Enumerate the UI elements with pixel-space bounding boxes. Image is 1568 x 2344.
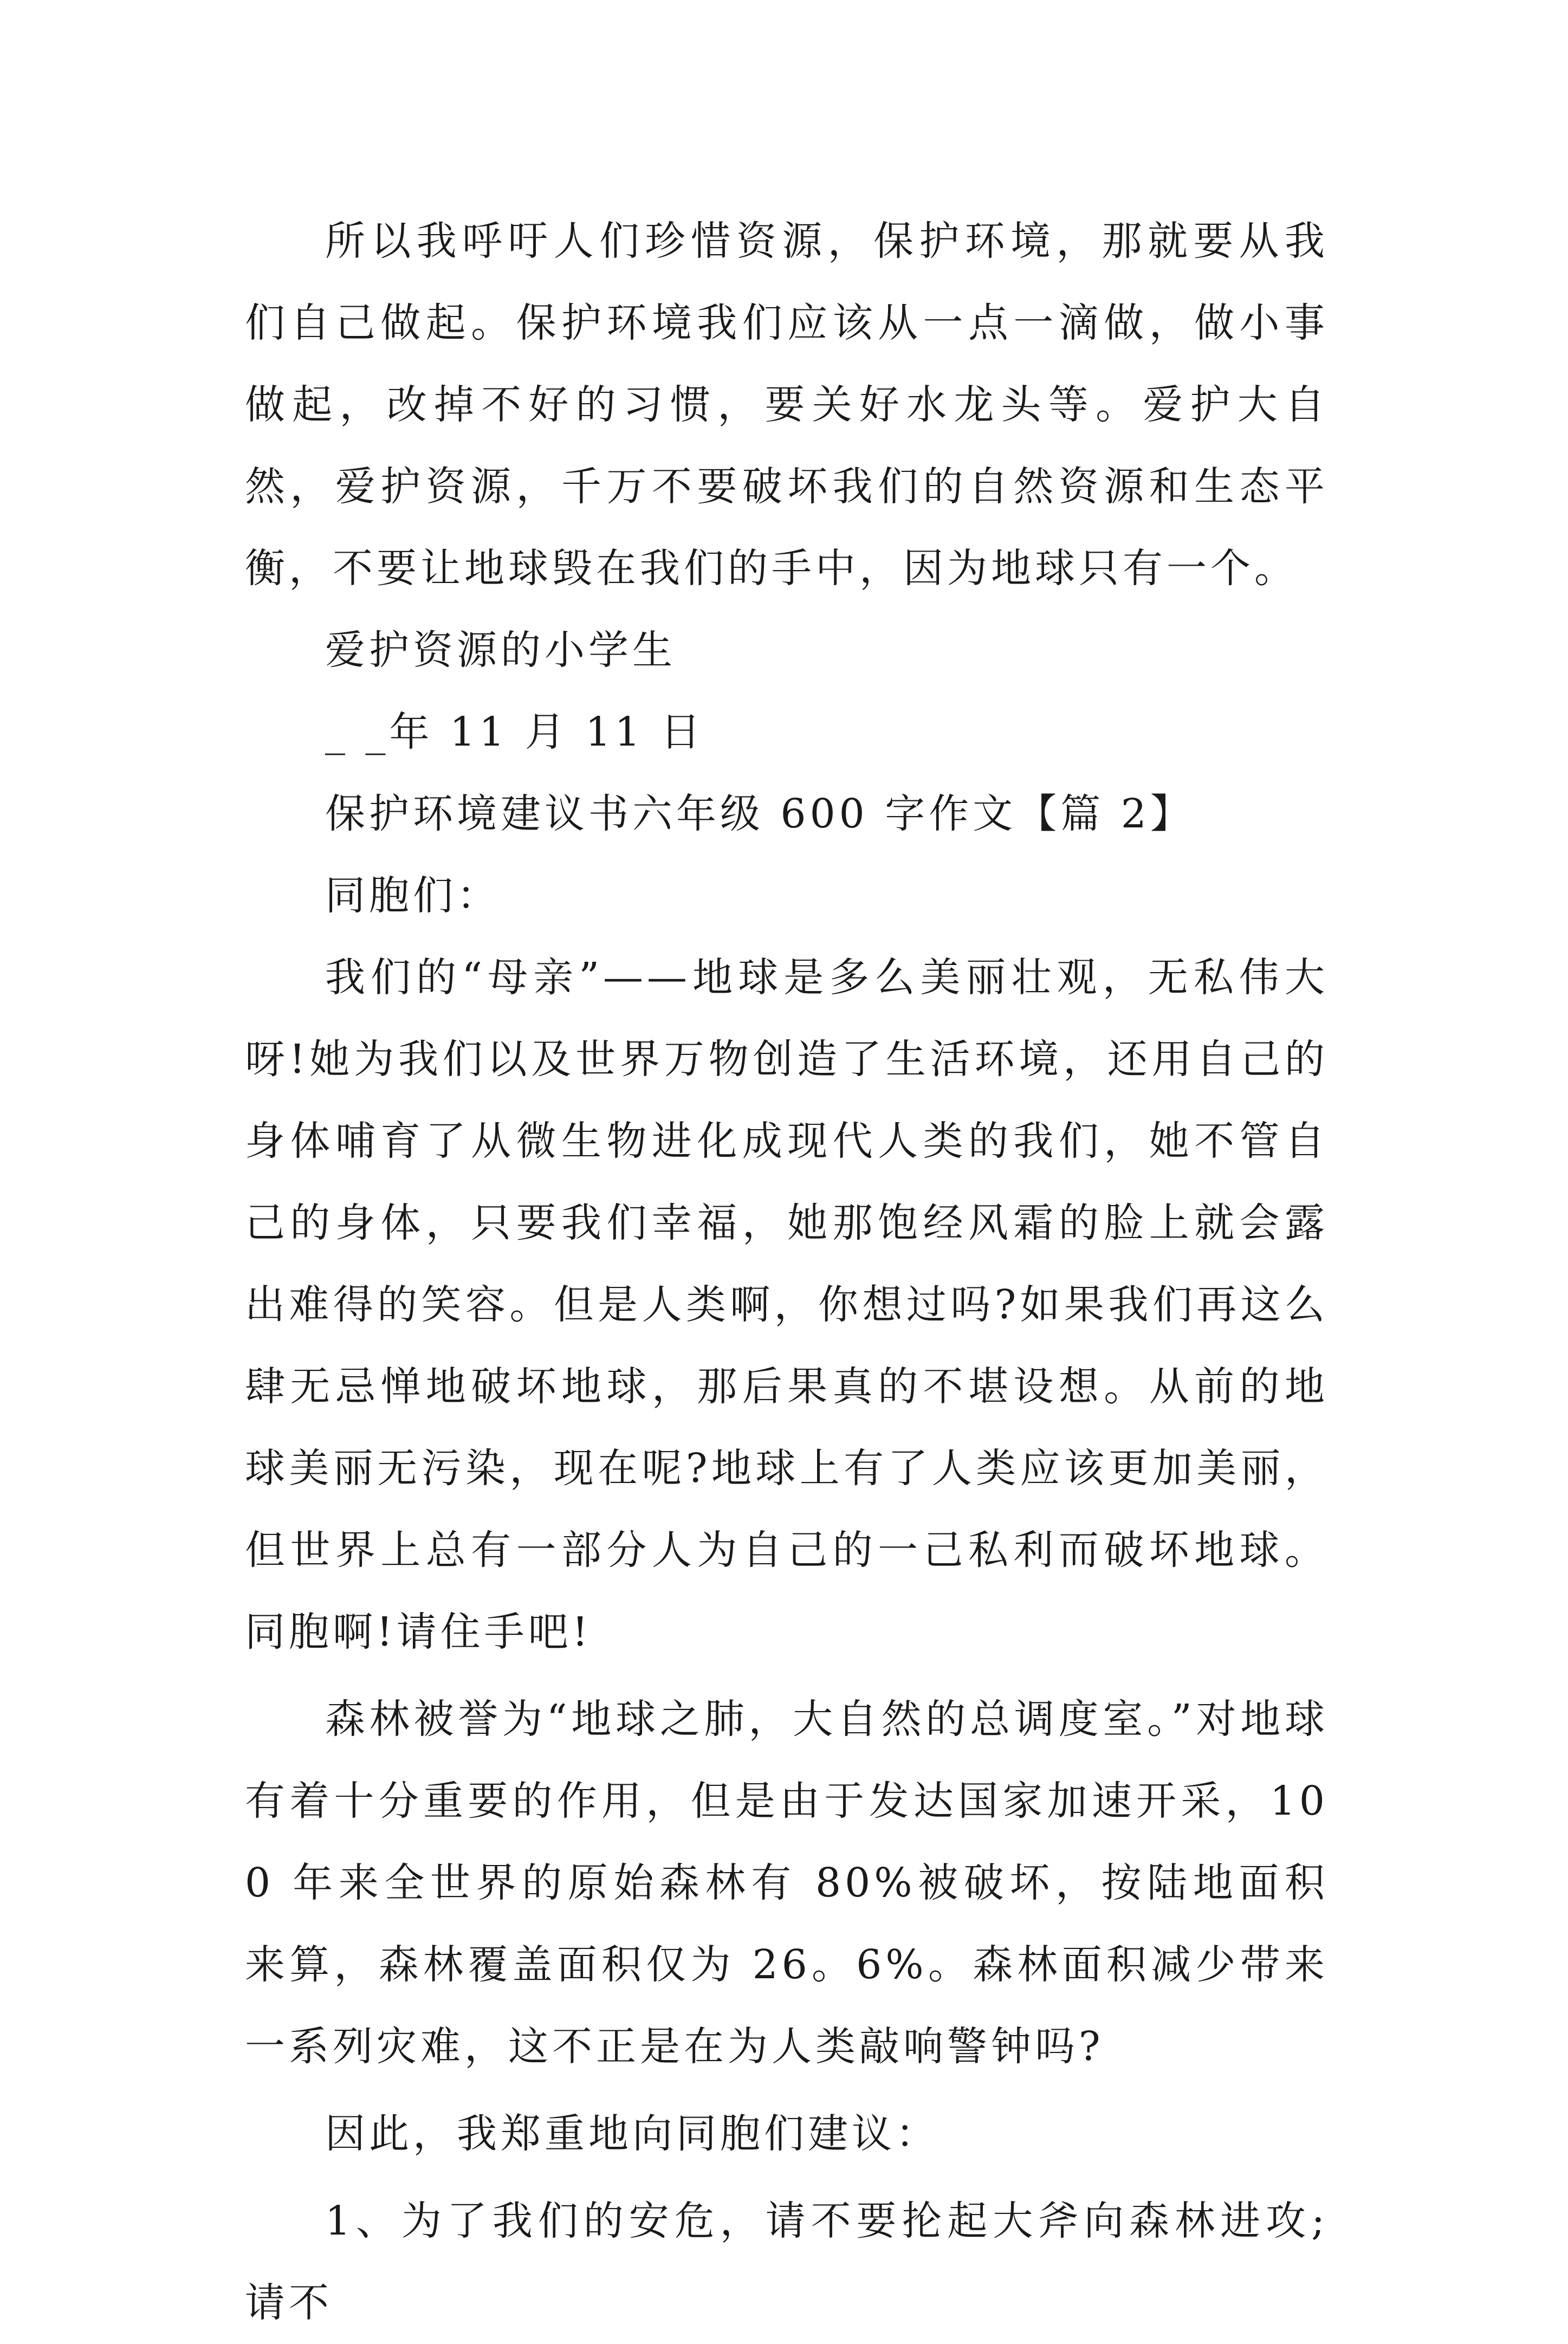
document-body bbox=[245, 200, 1329, 2344]
paragraph-forest: 森林被誉为“地球之肺，大自然的总调度室。”对地球有着十分重要的作用，但是由于发达国家加速开采，100 年来全世界的原始森林有 80%被破坏，按陆地面积来算，森林覆盖面积仅为 26。6%。森林面积减少带来一系列灾难，这不正是在为人类敲响警钟吗? bbox=[245, 1696, 1329, 2070]
section-heading: 保护环境建议书六年级 600 字作文【篇 2】 bbox=[325, 791, 1194, 837]
paragraph-proposal-1: 1、为了我们的安危，请不要抡起大斧向森林进攻;请不 bbox=[245, 2198, 1329, 2326]
signature-date: _ _年 11 月 11 日 bbox=[325, 709, 704, 755]
salutation: 同胞们： bbox=[325, 872, 501, 919]
signature-author: 爱护资源的小学生 bbox=[325, 627, 676, 674]
paragraph-proposal-intro: 因此，我郑重地向同胞们建议： bbox=[325, 2110, 939, 2157]
paragraph-appeal: 所以我呼吁人们珍惜资源，保护环境，那就要从我们自己做起。保护环境我们应该从一点一滴做，做小事做起，改掉不好的习惯，要关好水龙头等。爱护大自然，爱护资源，千万不要破坏我们的自然资源和生态平衡，不要让地球毁在我们的手中，因为地球只有一个。 bbox=[245, 218, 1329, 592]
paragraph-mother-earth: 我们的“母亲”——地球是多么美丽壮观，无私伟大呀!她为我们以及世界万物创造了生活环境，还用自己的身体哺育了从微生物进化成现代人类的我们，她不管自己的身体，只要我们幸福，她那饱经风霜的脸上就会露出难得的笑容。但是人类啊，你想过吗?如果我们再这么肆无忌惮地破坏地球，那后果真的不堪设想。从前的地球美丽无污染，现在呢?地球上有了人类应该更加美丽，但世界上总有一部分人为自己的一己私利而破坏地球。同胞啊!请住手吧! bbox=[245, 954, 1329, 1655]
